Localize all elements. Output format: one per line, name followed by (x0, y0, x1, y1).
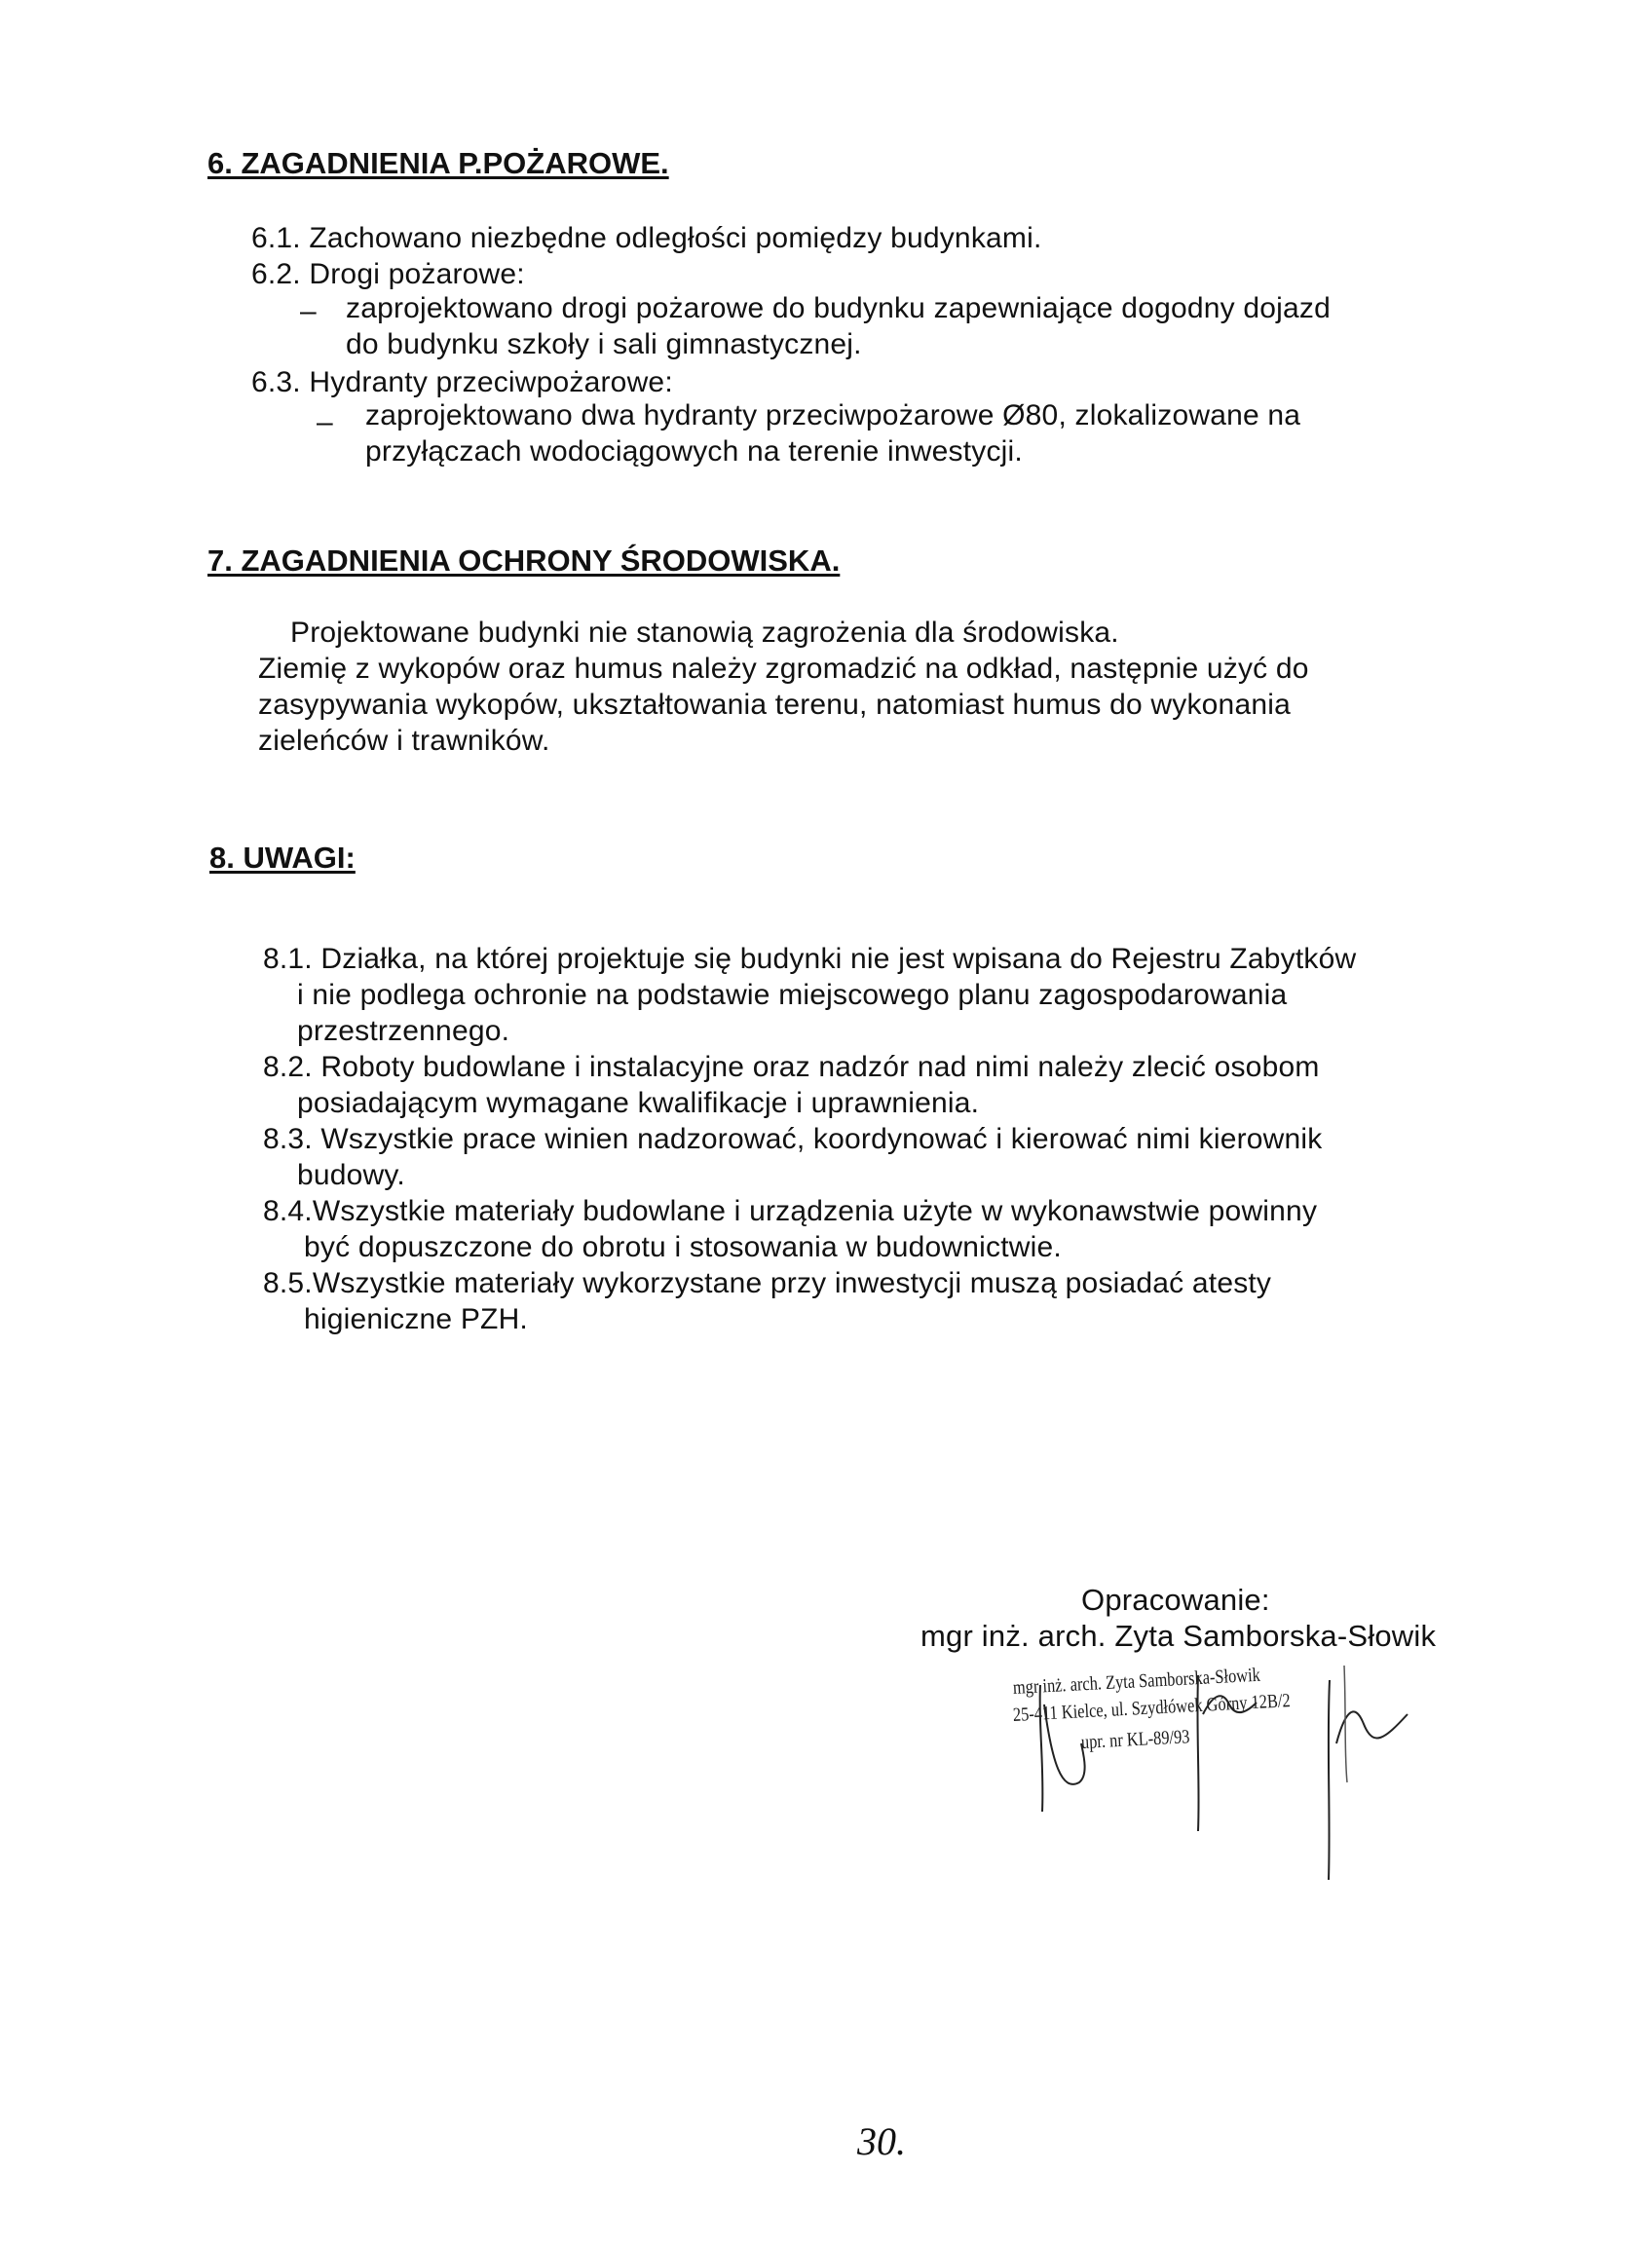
item-6-2-text-cont: do budynku szkoły i sali gimnastycznej. (346, 328, 862, 360)
item-6-2: 6.2. Drogi pożarowe: (251, 258, 525, 290)
item-6-2-text: zaprojektowano drogi pożarowe do budynku zapewniające dogodny dojazd (346, 292, 1331, 324)
item-8-4: 8.4.Wszystkie materiały budowlane i urządzenia użyte w wykonawstwie powinny (263, 1195, 1318, 1227)
bullet-dash: – (300, 295, 317, 327)
section-7-line-2: Ziemię z wykopów oraz humus należy zgromadzić na odkład, następnie użyć do (258, 653, 1309, 685)
section-8-heading: 8. UWAGI: (209, 841, 356, 875)
stamp-line-1: mgr inż. arch. Zyta Samborska-Słowik (1012, 1664, 1261, 1699)
stamp-line-3: upr. nr KL-89/93 (1080, 1726, 1190, 1753)
item-8-1-cont2: przestrzennego. (297, 1015, 510, 1047)
item-8-1: 8.1. Działka, na której projektuje się budynki nie jest wpisana do Rejestru Zabytków (263, 943, 1357, 975)
bullet-dash: – (317, 406, 333, 438)
item-8-5: 8.5.Wszystkie materiały wykorzystane przy inwestycji muszą posiadać atesty (263, 1267, 1272, 1299)
signature-label: Opracowanie: (1081, 1583, 1270, 1617)
item-6-3-text: zaprojektowano dwa hydranty przeciwpożarowe Ø80, zlokalizowane na (365, 399, 1301, 431)
item-8-2-cont: posiadającym wymagane kwalifikacje i uprawnienia. (297, 1087, 980, 1119)
item-8-4-cont: być dopuszczone do obrotu i stosowania w budownictwie. (304, 1231, 1062, 1263)
item-8-3: 8.3. Wszystkie prace winien nadzorować, koordynować i kierować nimi kierownik (263, 1123, 1323, 1155)
item-6-3-text-cont: przyłączach wodociągowych na terenie inwestycji. (365, 435, 1023, 468)
signature-name: mgr inż. arch. Zyta Samborska-Słowik (920, 1619, 1437, 1653)
item-8-5-cont: higieniczne PZH. (304, 1303, 528, 1335)
section-7-line-1: Projektowane budynki nie stanowią zagrożenia dla środowiska. (290, 617, 1119, 649)
item-6-3: 6.3. Hydranty przeciwpożarowe: (251, 366, 673, 398)
item-6-1: 6.1. Zachowano niezbędne odległości pomiędzy budynkami. (251, 222, 1042, 254)
section-6-heading: 6. ZAGADNIENIA P.POŻAROWE. (207, 146, 669, 180)
section-7-line-3: zasypywania wykopów, ukształtowania terenu, natomiast humus do wykonania (258, 689, 1291, 721)
item-8-1-cont: i nie podlega ochronie na podstawie miejscowego planu zagospodarowania (297, 979, 1288, 1011)
handwritten-signature (1023, 1646, 1451, 1899)
section-7-heading: 7. ZAGADNIENIA OCHRONY ŚRODOWISKA. (207, 543, 841, 578)
page-number: 30. (857, 2119, 906, 2163)
item-8-2: 8.2. Roboty budowlane i instalacyjne oraz nadzór nad nimi należy zlecić osobom (263, 1051, 1320, 1083)
section-7-line-4: zieleńców i trawników. (258, 725, 550, 757)
item-8-3-cont: budowy. (297, 1159, 405, 1191)
stamp-line-2: 25-411 Kielce, ul. Szydłówek Górny 12B/2 (1012, 1690, 1292, 1726)
